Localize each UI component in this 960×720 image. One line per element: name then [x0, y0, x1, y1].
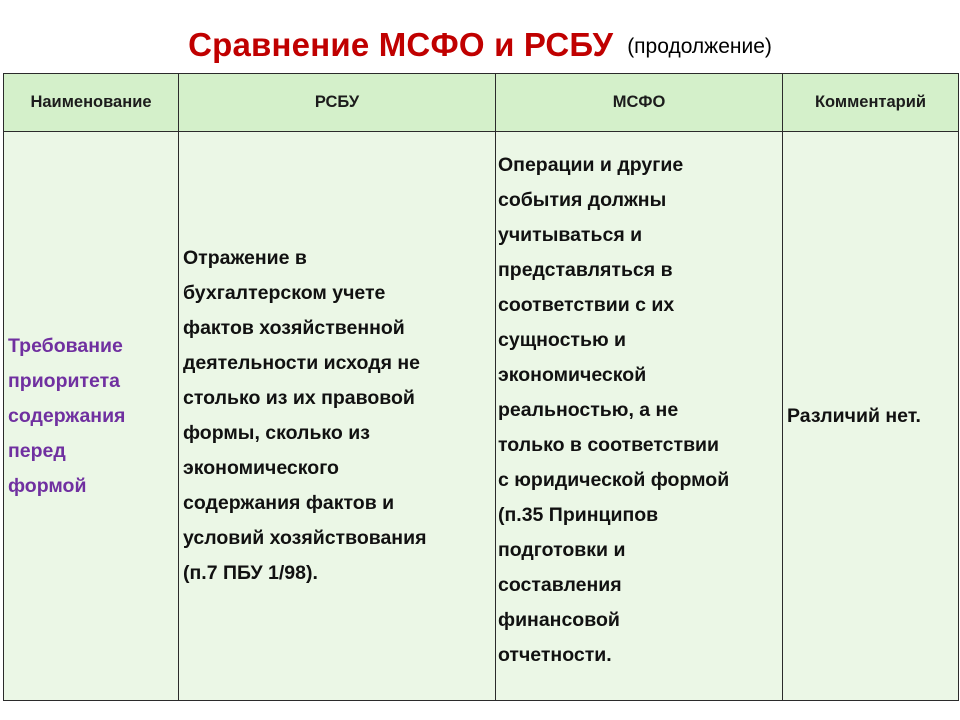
header-row — [4, 74, 959, 132]
msfo-line: с юридической формой — [498, 469, 730, 491]
rsbu-line: условий хозяйствования — [183, 527, 427, 549]
header-name: Наименование — [4, 74, 179, 132]
header-rsbu: РСБУ — [179, 74, 496, 132]
table-row — [4, 132, 959, 701]
requirement-line: приоритета — [8, 369, 121, 392]
cell-msfo-text — [496, 132, 783, 701]
msfo-line: реальностью, а не — [498, 399, 679, 421]
msfo-line: только в соответствии — [498, 434, 720, 456]
requirement-line: перед — [8, 439, 66, 462]
rsbu-line: столько из их правовой — [183, 387, 415, 409]
rsbu-line: фактов хозяйственной — [183, 317, 405, 339]
msfo-line: представляться в — [498, 259, 673, 281]
rsbu-line: бухгалтерском учете — [183, 282, 386, 304]
requirement-line: формой — [8, 474, 87, 497]
header-msfo: МСФО — [496, 74, 783, 132]
slide-title-row — [0, 26, 960, 64]
cell-comment: Различий нет. — [783, 132, 959, 701]
slide-title: Сравнение МСФО и РСБУ — [188, 26, 614, 63]
slide-subtitle: (продолжение) — [627, 35, 772, 58]
msfo-line: отчетности. — [498, 644, 612, 666]
rsbu-line: (п.7 ПБУ 1/98). — [183, 562, 318, 584]
msfo-line: финансовой — [498, 609, 620, 631]
msfo-line: экономической — [498, 364, 647, 386]
comparison-table — [3, 73, 959, 701]
msfo-line: подготовки и — [498, 539, 626, 561]
cell-requirement-name — [4, 132, 179, 701]
header-comment: Комментарий — [783, 74, 959, 132]
rsbu-line: деятельности исходя не — [183, 352, 420, 374]
msfo-line: учитываться и — [498, 224, 643, 246]
rsbu-line: содержания фактов и — [183, 492, 395, 514]
msfo-line: (п.35 Принципов — [498, 504, 659, 526]
rsbu-line: экономического — [183, 457, 339, 479]
cell-rsbu-text — [179, 132, 496, 701]
msfo-line: Операции и другие — [498, 154, 684, 176]
rsbu-line: Отражение в — [183, 247, 307, 269]
requirement-line: Требование — [8, 334, 123, 357]
msfo-line: составления — [498, 574, 622, 596]
msfo-line: события должны — [498, 189, 667, 211]
requirement-line: содержания — [8, 404, 126, 427]
rsbu-line: формы, сколько из — [183, 422, 370, 444]
msfo-line: соответствии с их — [498, 294, 675, 316]
msfo-line: сущностью и — [498, 329, 627, 351]
